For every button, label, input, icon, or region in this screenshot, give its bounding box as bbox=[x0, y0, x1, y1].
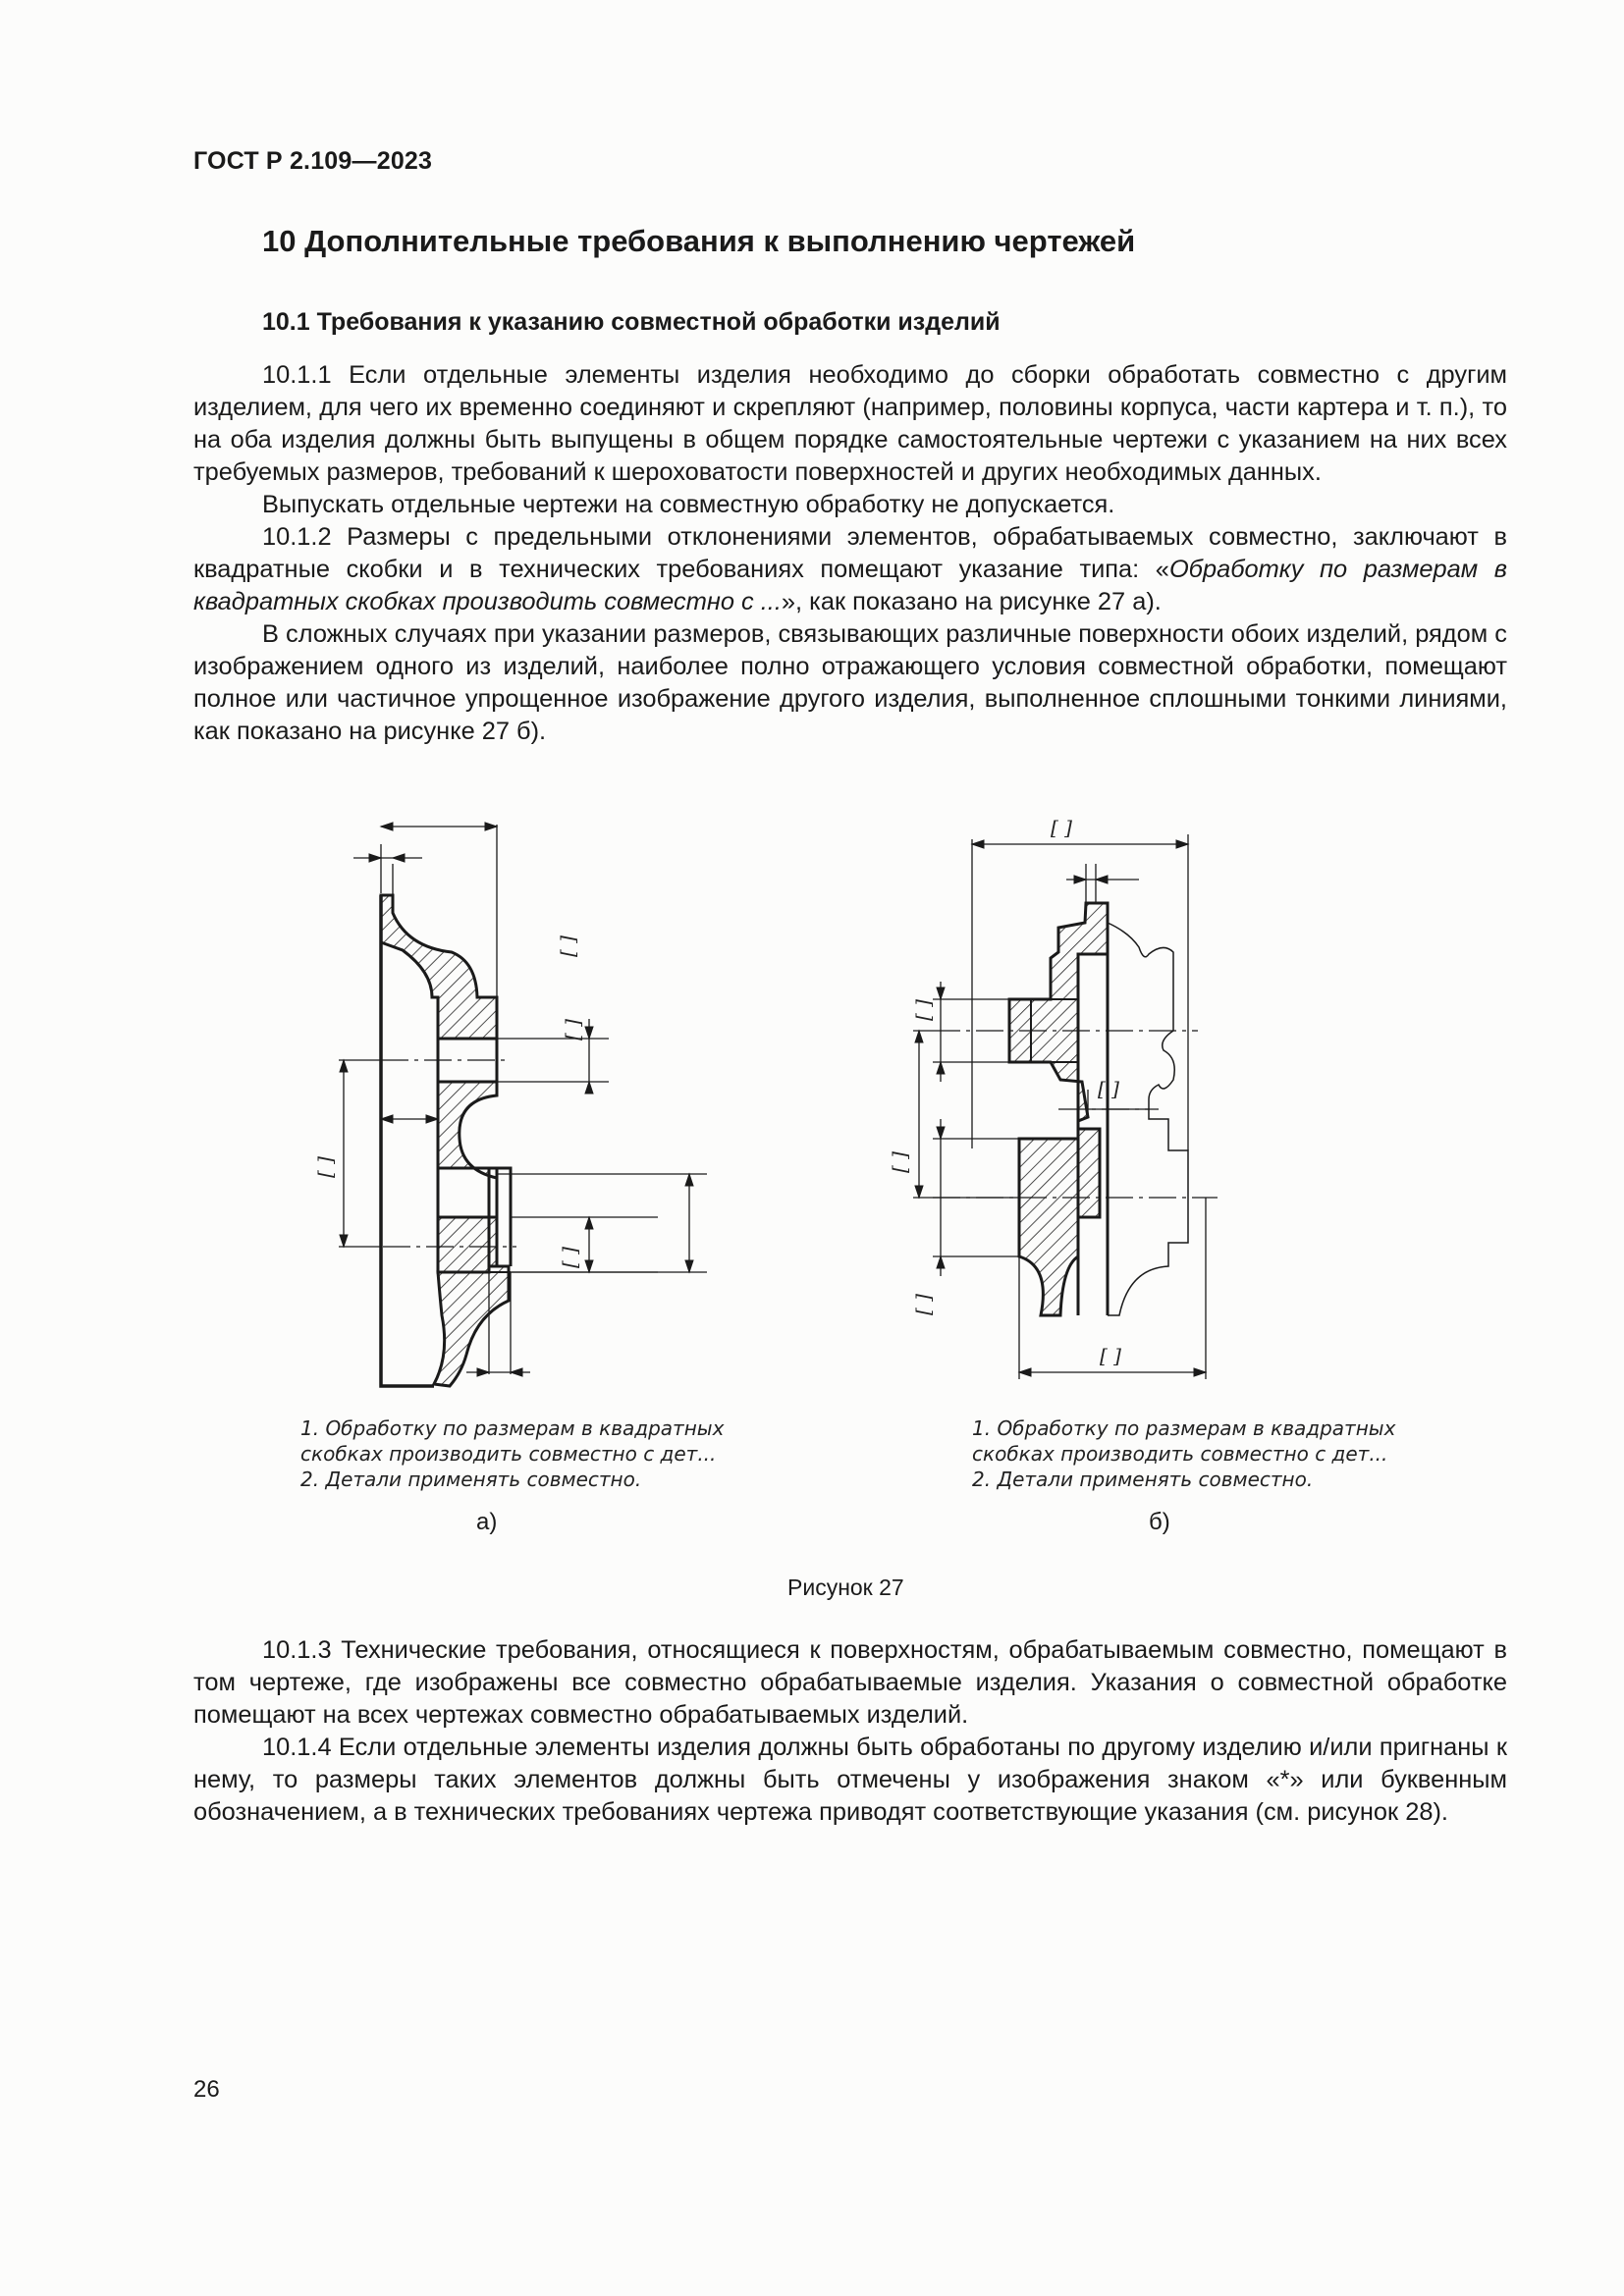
figure-label-b: б) bbox=[1149, 1509, 1170, 1535]
bracket-a1: [ ] bbox=[556, 935, 579, 957]
paragraph-10-1-2 bbox=[193, 521, 1507, 618]
bracket-b-bottom: [ ] bbox=[1100, 1344, 1121, 1367]
text-block-bottom bbox=[193, 1634, 1507, 1829]
page-number: 26 bbox=[193, 2076, 220, 2103]
subsection-title: 10.1 Требования к указанию совместной обработки изделий bbox=[262, 308, 1001, 336]
paragraph-10-1-2-end: », как показано на рисунке 27 а). bbox=[781, 588, 1162, 615]
bracket-b2: [ ] bbox=[888, 1151, 911, 1173]
figure-27 bbox=[285, 805, 1404, 1551]
bracket-b3: [ ] bbox=[911, 1294, 935, 1315]
drawing-a bbox=[339, 823, 707, 1386]
figure-caption: Рисунок 27 bbox=[787, 1575, 904, 1600]
paragraph-complex-cases: В сложных случаях при указании размеров, связывающих различные поверхности обоих изделий, рядом с изображением одного из изделий, наиболее полно отражающего условия совместной обработки, помещают полное или частичное упрощенное изображение другого изделия, выполненное сплошными тонкими линиями, как показано на рисунке 27 б). bbox=[193, 620, 1507, 745]
text-block-top bbox=[193, 359, 1507, 748]
paragraph-10-1-2-italic: Обработку по размерам в квадратных скобках производить совместно с ... bbox=[193, 556, 1508, 615]
drawing-b-mating-part bbox=[1108, 923, 1188, 1315]
drawing-a-mid-section bbox=[438, 1082, 497, 1178]
bracket-b1: [ ] bbox=[911, 999, 935, 1021]
document-code: ГОСТ Р 2.109—2023 bbox=[193, 147, 433, 175]
paragraph-10-1-1: 10.1.1 Если отдельные элементы изделия необходимо до сборки обработать совместно с другим изделием, для чего их временно соединяют и скрепляют (например, половины корпуса, части картера и т. п.), то на оба изделия должны быть выпущены в общем порядке самостоятельные чертежи с указанием на них всех требуемых размеров, требований к шероховатости поверхностей и других необходимых данных. bbox=[193, 361, 1507, 486]
bracket-b-top: [ ] bbox=[1051, 816, 1072, 839]
paragraph-prohibition: Выпускать отдельные чертежи на совместную обработку не допускается. bbox=[262, 491, 1115, 518]
bracket-a3: [ ] bbox=[313, 1156, 337, 1178]
paragraph-10-1-3: 10.1.3 Технические требования, относящиеся к поверхностям, обрабатываемым совместно, помещают в том чертеже, где изображены все совместно обрабатываемые изделия. Указания о совместной обработке помещают на всех чертежах совместно обрабатываемых изделий. bbox=[193, 1636, 1507, 1729]
drawing-b-lower-section bbox=[1019, 1129, 1100, 1315]
figure-note-b: 1. Обработку по размерам в квадратных скобках производить совместно с дет... 2. Детали применять совместно. bbox=[972, 1416, 1396, 1491]
bracket-a2: [ ] bbox=[561, 1019, 584, 1041]
figure-label-a: а) bbox=[476, 1509, 498, 1535]
paragraph-10-1-2-start: 10.1.2 Размеры с предельными отклонениями элементов, обрабатываемых совместно, заключают в квадратные скобки и в технических требованиях помещают указание типа: « bbox=[193, 523, 1507, 583]
bracket-b-inner: [ ] bbox=[1098, 1077, 1119, 1100]
bracket-a4: [ ] bbox=[558, 1247, 581, 1268]
paragraph-10-1-4: 10.1.4 Если отдельные элементы изделия должны быть обработаны по другому изделию и/или пригнаны к нему, то размеры таких элементов должны быть отмечены у изображения знаком «*» или буквенным обозначением, а в технических требованиях чертежа приводят соответствующие указания (см. рисунок 28). bbox=[193, 1734, 1507, 1826]
section-title: 10 Дополнительные требования к выполнению чертежей bbox=[262, 224, 1136, 258]
drawing-a-bottom-section bbox=[434, 1266, 509, 1386]
drawing-b-boss-section bbox=[1009, 903, 1108, 1121]
figure-note-a: 1. Обработку по размерам в квадратных скобках производить совместно с дет... 2. Детали применять совместно. bbox=[300, 1416, 725, 1491]
drawing-b bbox=[913, 834, 1218, 1379]
